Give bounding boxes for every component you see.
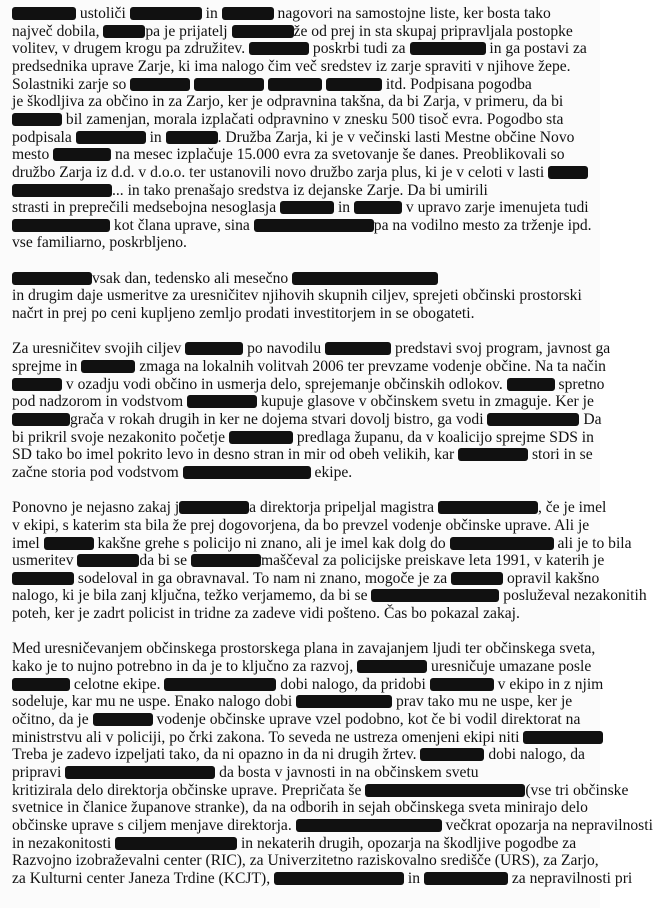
redaction-block — [354, 201, 402, 214]
redaction-block — [130, 7, 202, 20]
text-segment: in — [145, 128, 166, 146]
redaction-block — [12, 413, 70, 426]
redaction-block — [254, 219, 374, 232]
redaction-block — [44, 537, 94, 550]
text-segment: v ekipi, s katerim sta bila že prej dogovorjena, da bo prevzel vodenje občinske uprave. Ali je — [12, 516, 590, 534]
redaction-block — [458, 448, 528, 461]
text-segment: sprejme in — [12, 358, 82, 375]
redaction-block — [12, 678, 70, 691]
text-segment: . Družba Zarja, ki je v večinski lasti Mestne občine Novo — [217, 128, 575, 146]
redaction-block — [274, 872, 404, 885]
text-segment: v upravo zarje imenujeta tudi — [402, 199, 589, 217]
redaction-block — [166, 131, 218, 144]
text-segment: in nezakonitosti — [12, 834, 116, 852]
text-segment: kakšne grehe s policijo ni znano, ali je imel kak dolg do — [93, 534, 450, 552]
text-segment: vodenje občinske uprave vzel podobno, kot če bi vodil direktorat na — [152, 711, 581, 728]
text-segment: največ dobila, — [12, 22, 104, 40]
text-segment: pa na vodilno mesto za trženje ipd. — [373, 216, 592, 234]
text-segment: da bi se — [139, 552, 191, 570]
text-segment: družbo Zarja iz d.d. v d.o.o. ter ustanovili novo družbo zarja plus, ki je v celoti v lasti — [12, 163, 549, 181]
redaction-block — [77, 554, 139, 567]
text-segment: maščeval za policijske preiskave leta 1991, v katerih je — [260, 552, 605, 570]
text-segment: že od prej in sta skupaj pripravljala postopke — [293, 22, 573, 40]
redaction-block — [183, 466, 311, 479]
text-segment: da bosta v javnosti in na občinskem svetu — [215, 763, 479, 781]
redaction-block — [280, 201, 334, 214]
text-segment: in nekaterih drugih, opozarja na škodljive pogodbe za — [237, 834, 577, 852]
text-segment: ... in tako prenašajo sredstva iz dejanske Zarje. Da bi umirili — [112, 181, 488, 199]
redaction-block — [185, 342, 243, 355]
redaction-block — [420, 748, 484, 761]
text-segment: svetnice in članice županove stranke), da na odborih in sejah občinskega sveta minirajo delo — [12, 799, 588, 817]
text-segment: , če je imel — [537, 499, 607, 517]
redaction-block — [12, 272, 92, 285]
text-segment: Za uresničitev svojih ciljev — [12, 340, 186, 358]
redaction-block — [249, 42, 309, 55]
redaction-block — [229, 431, 293, 444]
redaction-block — [296, 695, 392, 708]
redaction-block — [326, 78, 382, 91]
text-segment: vse familiarno, poskrbljeno. — [12, 234, 187, 252]
text-segment: predstavi svoj program, javnost ga — [391, 340, 611, 358]
redaction-block — [12, 7, 76, 20]
text-segment: mesto — [12, 146, 54, 164]
text-segment: dobi nalogo, da pridobi — [276, 675, 430, 693]
text-segment: uresničuje umazane posle — [427, 658, 592, 676]
text-segment: pripravi — [12, 763, 66, 781]
redaction-block — [76, 131, 146, 144]
redaction-block — [548, 166, 588, 179]
text-segment: predlaga županu, da v koalicijo sprejme SDS in — [292, 428, 594, 446]
text-segment: Med uresničevanjem občinskega prostorskega plana in zavajanjem ljudi ter občinskega sveta, — [12, 640, 596, 658]
text-segment: predsednika uprave Zarje, ki ima nalogo čim več sredstev iz zarje spraviti v njihove žepe. — [12, 57, 571, 75]
text-segment: ministrstvu ali v policiji, po črki zakona. To seveda ne ustreza omenjeni ekipi niti — [12, 728, 524, 746]
redaction-block — [450, 537, 554, 550]
text-segment: za nepravilnosti pri — [507, 869, 633, 887]
text-segment: večkrat opozarja na nepravilnosti — [441, 816, 653, 834]
redaction-block — [232, 25, 294, 38]
redaction-block — [292, 272, 438, 285]
text-segment: poteh, ker je zadrt policist in tridne za zadeve vidi pošteno. Čas bo pokazal zakaj. — [12, 605, 520, 623]
text-segment: kupuje glasove v občinskem svetu in zmaguje. Ker je — [256, 393, 594, 411]
redaction-block — [268, 78, 322, 91]
redaction-block — [357, 660, 427, 673]
text-segment: stori in se — [528, 446, 593, 464]
text-segment: celotne ekipe. — [70, 675, 165, 693]
text-segment: vsak dan, tedensko ali mesečno — [92, 269, 293, 287]
redaction-block — [103, 25, 145, 38]
text-segment: in — [201, 5, 222, 22]
text-segment: dobi nalogo, da — [484, 746, 585, 764]
text-segment: prav tako mu ne uspe, ker je — [392, 693, 573, 711]
text-segment: Treba je zadevo izpeljati tako, da ni opazno in da ni drugih žrtev. — [12, 746, 421, 764]
text-segment: pod nadzorom in vodstvom — [12, 393, 187, 411]
text-segment: na mesec izplačuje 15.000 evra za svetovanje še danes. Preoblikovali so — [111, 146, 565, 164]
text-segment: in drugim daje usmeritve za uresničitev njihovih skupnih ciljev, sprejeti občinski prostorski — [12, 287, 582, 305]
redaction-block — [93, 713, 153, 726]
text-segment: in — [404, 869, 424, 887]
redaction-block — [430, 678, 494, 691]
redaction-block — [438, 501, 538, 514]
text-segment: imel — [12, 534, 44, 552]
text-segment: sodeluje, kar mu ne uspe. Enako nalogo dobi — [12, 693, 297, 711]
redaction-block — [371, 589, 499, 602]
text-segment: bil zamenjan, morala izplačati odpravnino v znesku 500 tisoč evra. Pogodbo sta — [62, 110, 564, 128]
text-segment: zmaga na lokalnih volitvah 2006 ter prevzame vodenje občine. Na ta način — [135, 358, 606, 375]
redaction-block — [191, 554, 261, 567]
text-segment: ali je to bila — [553, 534, 632, 552]
text-line — [12, 869, 633, 889]
text-segment: ustoliči — [76, 5, 130, 22]
text-segment: poskrbi tudi za — [309, 40, 410, 58]
text-segment: ekipe. — [310, 463, 353, 481]
text-segment: kot člana uprave, sina — [110, 216, 254, 234]
redaction-block — [12, 572, 74, 585]
text-segment: nalogo, ki je bila zanj ključna, težko verjamemo, da bi se — [12, 587, 372, 605]
text-segment: kritizirala delo direktorja občinske uprave. Prepričata še — [12, 781, 366, 799]
text-segment: SD tako bo imel pokrito levo in desno stran in mir od obeh velikih, kar — [12, 446, 459, 464]
text-segment: začne storia pod vodstvom — [12, 463, 183, 481]
text-segment: sodeloval in ga obravnaval. To nam ni znano, mogoče je za — [74, 569, 452, 587]
redaction-block — [451, 572, 503, 585]
text-segment: za Kulturni center Janeza Trdine (KCJT), — [12, 869, 274, 887]
text-segment: pa je prijatelj — [145, 22, 232, 40]
text-segment: grača v rokah drugih in ker ne dojema stvari dovolj bistro, ga vodi — [70, 410, 488, 428]
text-segment: opravil kakšno — [503, 569, 600, 587]
redaction-block — [12, 219, 110, 232]
redaction-block — [179, 501, 249, 514]
text-segment: kako je to nujno potrebno in da je to ključno za razvoj, — [12, 658, 358, 676]
redaction-block — [487, 413, 579, 426]
text-segment: Ponovno je nejasno zakaj j — [12, 499, 180, 517]
redaction-block — [507, 378, 555, 391]
redaction-block — [187, 395, 257, 408]
text-segment: Solastniki zarje so — [12, 75, 131, 93]
text-segment: načrt in prej po ceni kupljeno zemljo prodati investitorjem in se obogateti. — [12, 305, 475, 323]
text-segment: strasti in preprečili medsebojna nesoglasja — [12, 199, 281, 217]
redaction-block — [53, 148, 111, 161]
redaction-block — [296, 819, 442, 832]
text-segment: usmeritev — [12, 552, 78, 570]
redaction-block — [194, 78, 264, 91]
text-segment: in ga postavi za — [485, 40, 587, 58]
text-segment: Razvojno izobraževalni center (RIC), za Univerzitetno raziskovalno središče (URS), za Zarjo, — [12, 852, 599, 870]
redaction-block — [65, 766, 215, 779]
redaction-block — [365, 784, 525, 797]
text-segment: itd. Podpisana pogodba — [381, 75, 532, 93]
text-segment: po navodilu — [243, 340, 326, 358]
text-segment: a direktorja pripeljal magistra — [249, 499, 438, 517]
redaction-block — [12, 378, 62, 391]
text-segment: podpisala — [12, 128, 76, 146]
text-segment: Da — [579, 410, 602, 428]
text-segment: v ozadju vodi občino in usmerja delo, sprejemanje občinskih odlokov. — [62, 375, 507, 393]
redaction-block — [410, 42, 486, 55]
text-segment: v ekipo in z njim — [493, 675, 604, 693]
text-segment: posluževal nezakonitih — [499, 587, 647, 605]
redaction-block — [115, 837, 237, 850]
redaction-block — [81, 360, 135, 373]
redaction-block — [424, 872, 508, 885]
redaction-block — [523, 731, 603, 744]
redaction-block — [12, 184, 112, 197]
redaction-block — [222, 7, 274, 20]
redaction-block — [12, 113, 62, 126]
text-segment: volitev, v drugem krogu pa združitev. — [12, 40, 250, 58]
text-segment: bi prikril svoje nezakonito početje — [12, 428, 229, 446]
redaction-block — [164, 678, 276, 691]
text-segment: je škodljiva za občino in za Zarjo, ker je odpravnina takšna, da bi Zarja, v primeru, da bi — [12, 93, 564, 111]
text-segment: in — [334, 199, 354, 217]
text-segment: nagovori na samostojne liste, ker bosta tako — [273, 5, 551, 22]
redaction-block — [130, 78, 190, 91]
text-segment: občinske uprave s ciljem menjave direktorja. — [12, 816, 296, 834]
redaction-block — [325, 342, 391, 355]
text-segment: spretno — [554, 375, 605, 393]
text-segment: (vse tri občinske — [525, 781, 629, 799]
text-segment: očitno, da je — [12, 711, 93, 728]
